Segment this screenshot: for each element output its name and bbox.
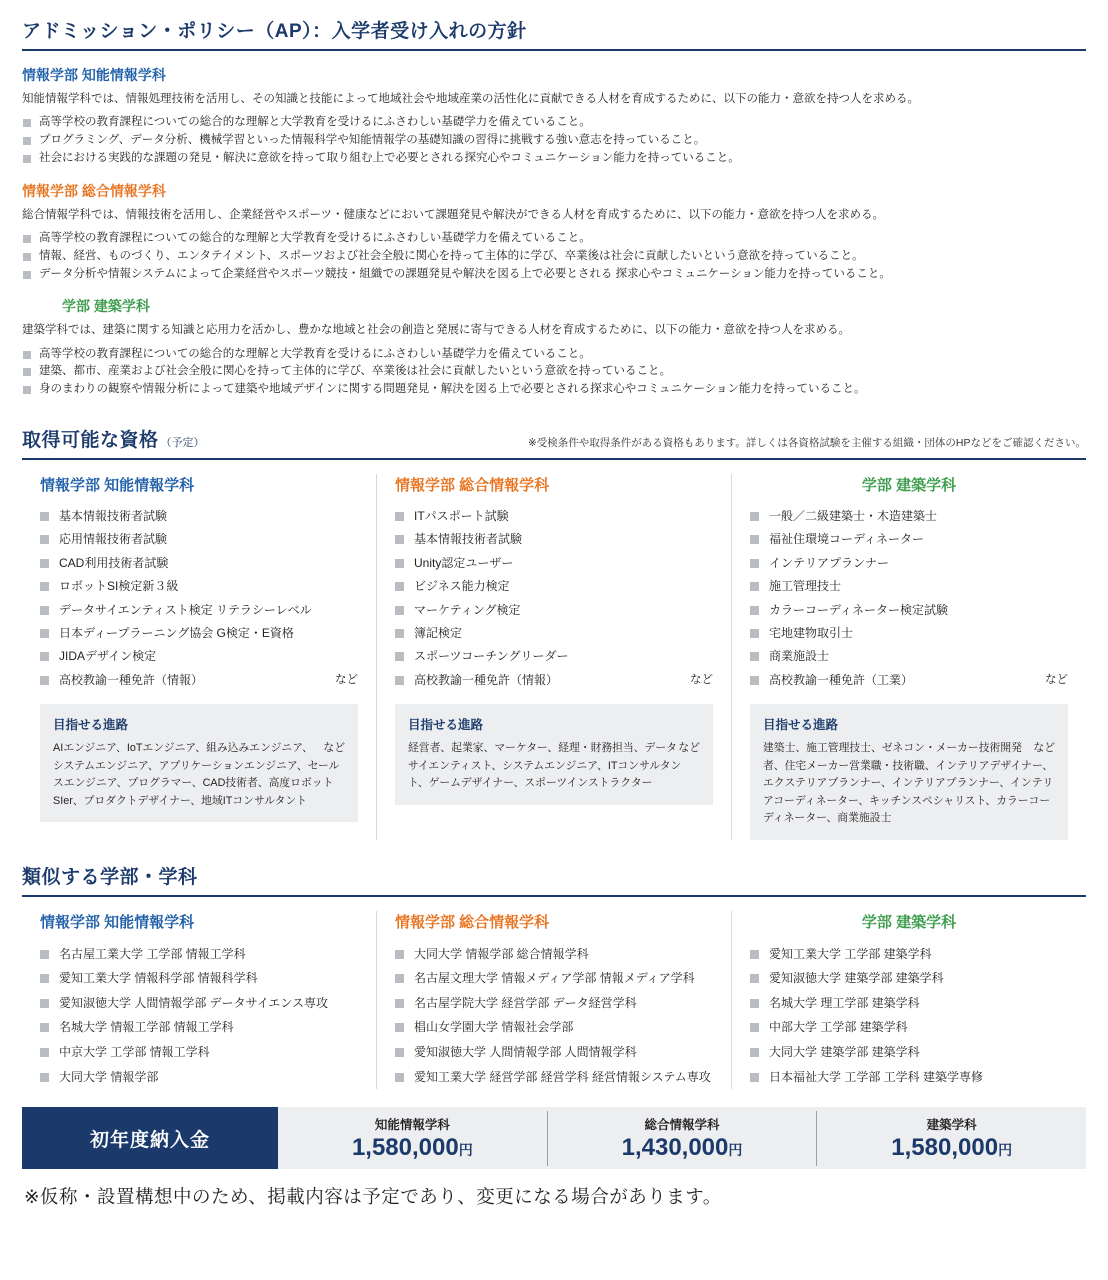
fee-band-label: 初年度納入金 [22, 1107, 278, 1169]
similar-departments-columns [22, 911, 1086, 1090]
ap-dept-title: 情報学部 知能情報学科 [22, 67, 166, 83]
similar-item: 中京大学 工学部 情報工学科 [40, 1040, 358, 1065]
qualification-item: データサイエンティスト検定 リテラシーレベル [40, 599, 358, 622]
fee-item-name: 建築学科 [926, 1117, 977, 1132]
similar-item: 愛知工業大学 工学部 建築学科 [750, 942, 1068, 967]
similar-departments-heading [22, 862, 1086, 897]
fee-item-name: 知能情報学科 [374, 1117, 450, 1132]
admission-policy-body [22, 65, 1086, 399]
qualification-item: 施工管理技士 [750, 575, 1068, 598]
page-footnote: ※仮称・設置構想中のため、掲載内容は予定であり、変更になる場合があります。 [24, 1186, 722, 1208]
qualification-item: ビジネス能力検定 [395, 575, 713, 598]
qualification-item: カラーコーディネーター検定試験 [750, 599, 1068, 622]
ap-requirement-item: 高等学校の教育課程についての総合的な理解と大学教育を受けるにふさわしい基礎学力を備えていること。 [22, 114, 1086, 132]
ap-requirement-item: 身のまわりの観察や情報分析によって建築や地域デザインに関する問題発見・解決を図る上で必要とされる探求心やコミュニケーション能力を持っていること。 [22, 381, 1086, 399]
fee-item-amount [622, 1134, 743, 1161]
fee-item [278, 1111, 547, 1166]
ap-requirement-item: データ分析や情報システムによって企業経営やスポーツ競技・組織での課題発見や解決を図る上で必要とされる 探求心やコミュニケーション能力を持っていること。 [22, 266, 1086, 284]
ap-dept-title: 学部 建築学科 [62, 298, 150, 315]
qualifications-note: ※受検条件や取得条件がある資格もあります。詳しくは各資格試験を主催する組織・団体のHPなどをご確認ください。 [527, 437, 1086, 450]
similar-item: 名城大学 情報工学部 情報工学科 [40, 1015, 358, 1040]
qualification-item: ロボットSI検定新３級 [40, 575, 358, 598]
ap-block-kenchiku [22, 296, 1086, 399]
ap-requirement-list [22, 114, 1086, 167]
qualification-column-chinou [22, 474, 376, 840]
column-heading: 情報学部 総合情報学科 [395, 477, 550, 495]
similar-column-chinou [22, 911, 376, 1090]
fee-amount-value: 1,430,000 [621, 1133, 729, 1161]
ap-block-chinou [22, 65, 1086, 168]
qualification-item: 基本情報技術者試験 [395, 528, 713, 551]
qualification-item-label: 高校教諭一種免許（情報） [414, 672, 559, 687]
qualification-etc: など [335, 673, 358, 686]
ap-requirement-item: 建築、都市、産業および社会全般に関心を持って主体的に学び、卒業後は社会に貢献したいという意欲を持っていること。 [22, 363, 1086, 381]
qualification-item: 応用情報技術者試験 [40, 528, 358, 551]
career-etc: など [323, 742, 345, 755]
similar-item: 大同大学 情報学部 総合情報学科 [395, 942, 713, 967]
admission-policy-title: アドミッション・ポリシー（AP）：入学者受け入れの方針 [22, 21, 527, 42]
qualification-list [395, 505, 713, 692]
similar-departments-title: 類似する学部・学科 [22, 866, 198, 888]
similar-list [395, 942, 713, 1090]
qualification-etc: など [690, 673, 713, 686]
column-heading: 情報学部 知能情報学科 [40, 477, 195, 495]
first-year-fee-band [22, 1107, 1086, 1169]
career-box [750, 704, 1068, 839]
similar-item: 名古屋文理大学 情報メディア学部 情報メディア学科 [395, 966, 713, 991]
ap-lead-text: 建築学科では、建築に関する知識と応用力を活かし、豊かな地域と社会の創造と発展に寄与できる人材を育成するために、以下の能力・意欲を持つ人を求める。 [22, 324, 850, 337]
similar-item: 中部大学 工学部 建築学科 [750, 1015, 1068, 1040]
column-heading: 学部 建築学科 [861, 913, 957, 931]
qualification-item: 簿記検定 [395, 622, 713, 645]
qualification-item: スポーツコーチングリーダー [395, 645, 713, 668]
qualification-item: マーケティング検定 [395, 599, 713, 622]
similar-item: 愛知工業大学 情報科学部 情報科学科 [40, 966, 358, 991]
qualification-item: 福祉住環境コーディネーター [750, 528, 1068, 551]
similar-item: 名城大学 理工学部 建築学科 [750, 991, 1068, 1016]
qualification-item: Unity認定ユーザー [395, 552, 713, 575]
qualification-item-last [40, 669, 358, 692]
career-title: 目指せる進路 [408, 718, 484, 733]
fee-amount-unit: 円 [998, 1141, 1013, 1158]
fee-amount-value: 1,580,000 [351, 1133, 459, 1161]
career-body: AIエンジニア、IoTエンジニア、組み込みエンジニア、システムエンジニア、アプリケーションエンジニア、セールスエンジニア、プログラマー、CAD技術者、高度ロボットSIer、プロダクトデザイナー、地域ITコンサルタント [53, 742, 340, 807]
fee-amount-unit: 円 [458, 1141, 473, 1158]
ap-requirement-item: 高等学校の教育課程についての総合的な理解と大学教育を受けるにふさわしい基礎学力を備えていること。 [22, 230, 1086, 248]
career-etc: など [1033, 742, 1055, 755]
similar-item: 愛知工業大学 経営学部 経営学科 経営情報システム専攻 [395, 1065, 713, 1090]
similar-item: 大同大学 建築学部 建築学科 [750, 1040, 1068, 1065]
qualification-column-sougou [376, 474, 731, 840]
fee-item [547, 1111, 817, 1166]
fee-items [278, 1107, 1086, 1169]
column-heading: 情報学部 知能情報学科 [40, 913, 195, 931]
career-body: 建築士、施工管理技士、ゼネコン・メーカー技術開発者、住宅メーカー営業職・技術職、インテリアデザイナー、エクステリアプランナー、インテリアプランナー、インテリアコーディネーター、キッチンスペシャリスト、カラーコーディネーター、商業施設士 [763, 742, 1054, 825]
qualification-etc: など [1045, 673, 1068, 686]
similar-item: 名古屋学院大学 経営学部 データ経営学科 [395, 991, 713, 1016]
qualification-list [40, 505, 358, 692]
ap-lead-text: 総合情報学科では、情報技術を活用し、企業経営やスポーツ・健康などにおいて課題発見や解決ができる人材を育成するために、以下の能力・意欲を持つ人を求める。 [22, 208, 885, 221]
qualification-item: 基本情報技術者試験 [40, 505, 358, 528]
career-box [395, 704, 713, 804]
career-body: 経営者、起業家、マーケター、経理・財務担当、データサイエンティスト、システムエンジニア、ITコンサルタント、ゲームデザイナー、スポーツインストラクター [408, 742, 682, 790]
qualification-item: 日本ディープラーニング協会 G検定・E資格 [40, 622, 358, 645]
qualification-item: 一般／二級建築士・木造建築士 [750, 505, 1068, 528]
column-heading: 学部 建築学科 [861, 477, 957, 495]
similar-list [750, 942, 1068, 1090]
qualification-item-label: 高校教諭一種免許（工業） [769, 672, 914, 687]
qualifications-title: 取得可能な資格 [22, 430, 159, 452]
qualification-item: ITパスポート試験 [395, 505, 713, 528]
qualification-item-label: 高校教諭一種免許（情報） [59, 672, 204, 687]
similar-item: 日本福祉大学 工学部 工学科 建築学専修 [750, 1065, 1068, 1090]
career-etc: など [678, 742, 700, 755]
ap-requirement-list [22, 230, 1086, 283]
qualification-item-last [750, 669, 1068, 692]
qualification-item: CAD利用技術者試験 [40, 552, 358, 575]
qualification-item: JIDAデザイン検定 [40, 645, 358, 668]
similar-list [40, 942, 358, 1090]
fee-item-amount [352, 1134, 473, 1161]
qualification-item-last [395, 669, 713, 692]
qualification-list [750, 505, 1068, 692]
ap-requirement-item: プログラミング、データ分析、機械学習といった情報科学や知能情報学の基礎知識の習得に挑戦する強い意志を持っていること。 [22, 132, 1086, 150]
qualification-item: 商業施設士 [750, 645, 1068, 668]
qualification-item: インテリアプランナー [750, 552, 1068, 575]
qualification-item: 宅地建物取引士 [750, 622, 1068, 645]
career-title: 目指せる進路 [763, 718, 839, 733]
career-title: 目指せる進路 [53, 718, 129, 733]
ap-dept-title: 情報学部 総合情報学科 [22, 182, 166, 199]
career-box [40, 704, 358, 822]
career-text [408, 740, 700, 792]
qualification-column-kenchiku [731, 474, 1086, 840]
qualifications-columns [22, 474, 1086, 840]
similar-item: 大同大学 情報学部 [40, 1065, 358, 1090]
qualifications-heading [22, 425, 1086, 460]
fee-item [816, 1111, 1086, 1166]
ap-requirement-item: 高等学校の教育課程についての総合的な理解と大学教育を受けるにふさわしい基礎学力を備えていること。 [22, 346, 1086, 364]
similar-column-sougou [376, 911, 731, 1090]
qualifications-subtitle: （予定） [160, 437, 205, 450]
similar-item: 名古屋工業大学 工学部 情報工学科 [40, 942, 358, 967]
similar-item: 愛知淑徳大学 人間情報学部 データサイエンス専攻 [40, 991, 358, 1016]
admission-policy-heading [22, 16, 1086, 51]
ap-block-sougou [22, 181, 1086, 284]
fee-item-amount [891, 1134, 1012, 1161]
fee-amount-value: 1,580,000 [891, 1133, 999, 1161]
career-text [53, 740, 345, 810]
similar-column-kenchiku [731, 911, 1086, 1090]
ap-requirement-item: 社会における実践的な課題の発見・解決に意欲を持って取り組む上で必要とされる探究心やコミュニケーション能力を持っていること。 [22, 150, 1086, 168]
fee-item-name: 総合情報学科 [644, 1117, 720, 1132]
ap-requirement-list [22, 346, 1086, 399]
career-text [763, 740, 1055, 827]
similar-item: 愛知淑徳大学 人間情報学部 人間情報学科 [395, 1040, 713, 1065]
ap-requirement-item: 情報、経営、ものづくり、エンタテイメント、スポーツおよび社会全般に関心を持って主体的に学び、卒業後は社会に貢献したいという意欲を持っていること。 [22, 248, 1086, 266]
fee-amount-unit: 円 [728, 1141, 743, 1158]
ap-lead-text: 知能情報学科では、情報処理技術を活用し、その知識と技能によって地域社会や地域産業の活性化に貢献できる人材を育成するために、以下の能力・意欲を持つ人を求める。 [22, 93, 919, 105]
similar-item: 愛知淑徳大学 建築学部 建築学科 [750, 966, 1068, 991]
similar-item: 椙山女学園大学 情報社会学部 [395, 1015, 713, 1040]
column-heading: 情報学部 総合情報学科 [395, 913, 550, 931]
